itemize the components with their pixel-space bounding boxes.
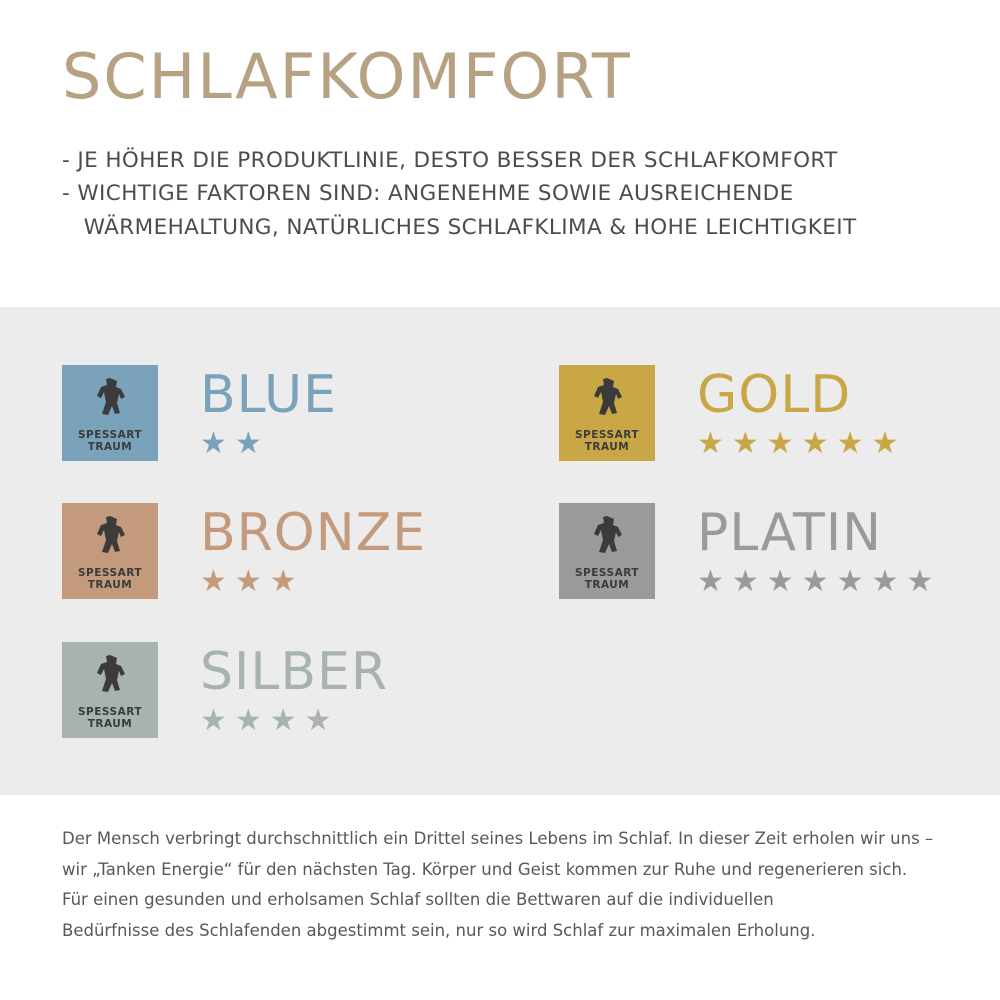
logo-line-1: SPESSART: [575, 429, 639, 442]
tier-name-blue: BLUE: [200, 365, 337, 425]
tier-text-platin: [697, 503, 942, 598]
tier-grid: [0, 307, 1000, 795]
page-title: SCHLAFKOMFORT: [62, 40, 632, 113]
tier-name-gold: GOLD: [697, 365, 852, 425]
dwarf-mascot-icon: [87, 652, 133, 698]
footer-line-2: wir „Tanken Energie“ für den nächsten Tag. Körper und Geist kommen zur Ruhe und regenerieren sich.: [62, 859, 908, 879]
tier-text-blue: [200, 365, 337, 460]
footer-line-3: Für einen gesunden und erholsamen Schlaf sollten die Bettwaren auf die individuellen: [62, 890, 774, 910]
tier-text-bronze: [200, 503, 427, 598]
tier-blue[interactable]: [62, 365, 337, 461]
dwarf-mascot-icon: [87, 375, 133, 421]
bullet-item-3: WÄRMEHALTUNG, NATÜRLICHES SCHLAFKLIMA & HOHE LEICHTIGKEIT: [62, 214, 857, 240]
footer-line-4: Bedürfnisse des Schlafenden abgestimmt sein, nur so wird Schlaf zur maximalen Erholung.: [62, 920, 816, 940]
tier-stars-blue: ★★: [200, 427, 270, 460]
tier-logo-bronze: [62, 503, 158, 599]
header: [0, 0, 1000, 244]
logo-line-1: SPESSART: [575, 567, 639, 580]
dwarf-mascot-icon: [87, 513, 133, 559]
bullet-item-1: - JE HÖHER DIE PRODUKTLINIE, DESTO BESSER DER SCHLAFKOMFORT: [62, 148, 838, 173]
tier-silber[interactable]: [62, 642, 388, 738]
tier-logo-text-platin: [575, 568, 639, 591]
logo-line-1: SPESSART: [78, 706, 142, 719]
tier-platin[interactable]: [559, 503, 941, 599]
tier-logo-blue: [62, 365, 158, 461]
logo-line-2: TRAUM: [584, 440, 630, 453]
logo-line-2: TRAUM: [87, 440, 133, 453]
tier-text-gold: [697, 365, 907, 460]
tier-logo-gold: [559, 365, 655, 461]
logo-line-1: SPESSART: [78, 429, 142, 442]
tier-name-bronze: BRONZE: [200, 503, 427, 563]
tier-logo-platin: [559, 503, 655, 599]
dwarf-mascot-icon: [584, 513, 630, 559]
tier-logo-text-bronze: [78, 568, 142, 591]
tier-stars-silber: ★★★★: [200, 704, 340, 737]
tier-text-silber: [200, 642, 388, 737]
tier-logo-text-gold: [575, 430, 639, 453]
logo-line-1: SPESSART: [78, 567, 142, 580]
tier-logo-silber: [62, 642, 158, 738]
tier-bronze[interactable]: [62, 503, 426, 599]
tier-stars-bronze: ★★★: [200, 565, 305, 598]
tier-name-silber: SILBER: [200, 642, 388, 702]
bullet-list: [62, 144, 1000, 244]
tier-gold[interactable]: [559, 365, 906, 461]
logo-line-2: TRAUM: [87, 717, 133, 730]
dwarf-mascot-icon: [584, 375, 630, 421]
footer-line-1: Der Mensch verbringt durchschnittlich ein Drittel seines Lebens im Schlaf. In dieser Zeit erholen wir uns –: [62, 829, 934, 848]
logo-line-2: TRAUM: [584, 578, 630, 591]
tier-name-platin: PLATIN: [697, 503, 883, 563]
footer-paragraph: [62, 824, 942, 946]
bullet-item-2: - WICHTIGE FAKTOREN SIND: ANGENEHME SOWIE AUSREICHENDE: [62, 181, 794, 207]
tier-stars-platin: ★★★★★★★: [697, 565, 942, 598]
logo-line-2: TRAUM: [87, 578, 133, 591]
tier-logo-text-blue: [78, 430, 142, 453]
tier-stars-gold: ★★★★★★: [697, 427, 907, 460]
tier-logo-text-silber: [78, 707, 142, 730]
